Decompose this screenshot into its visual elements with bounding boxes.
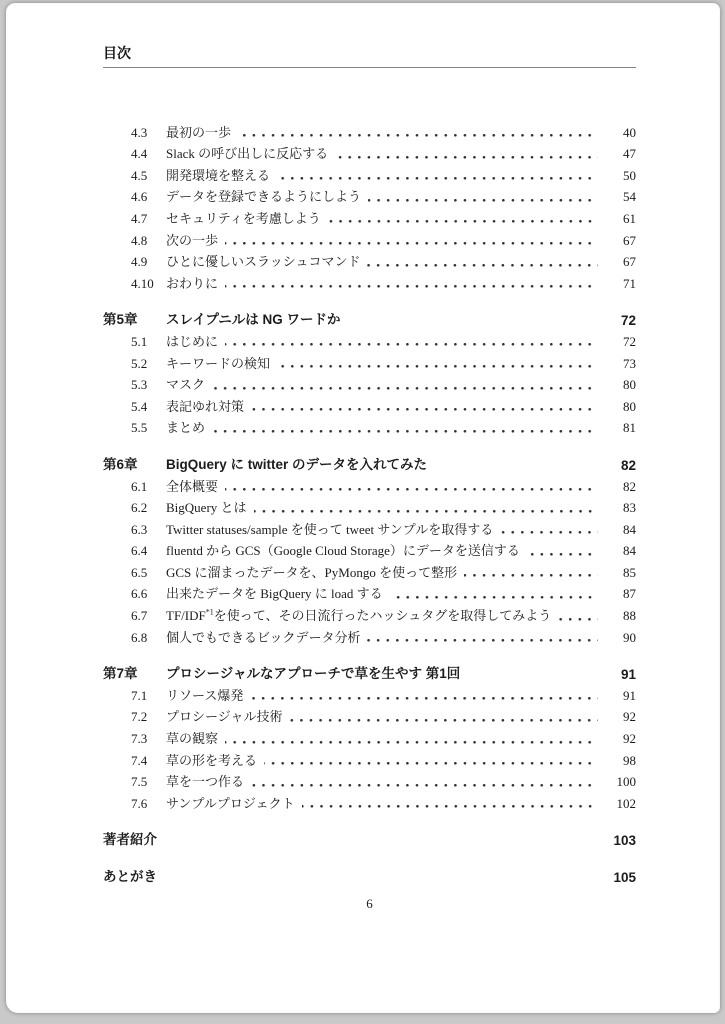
entry-title-text: データを登録できるようにしよう	[166, 189, 362, 205]
dot-leader	[367, 634, 598, 646]
entry-page-number: 81	[623, 420, 636, 436]
entry-number: 6.3	[131, 521, 148, 537]
entry-title-text: はじめに	[166, 333, 219, 349]
toc-entry-row	[103, 682, 636, 704]
entry-number: 4.10	[131, 275, 154, 291]
dot-leader	[390, 590, 598, 602]
toc-section	[103, 307, 636, 437]
entry-page-number: 73	[623, 355, 636, 371]
entry-title-text: 開発環境を整える	[166, 167, 271, 183]
toc-chapter-row	[103, 307, 636, 329]
toc-section	[103, 661, 636, 812]
entry-page-number: 92	[623, 709, 636, 725]
entry-title	[166, 685, 243, 704]
toc-entry-row	[103, 516, 636, 538]
entry-page-number: 80	[623, 398, 636, 414]
dot-leader	[225, 280, 598, 292]
entry-title	[166, 793, 295, 812]
dot-leader	[264, 757, 598, 769]
entry-title-text: サンプルプロジェクト	[166, 795, 295, 811]
dot-leader	[251, 778, 598, 790]
dot-leader	[250, 692, 598, 704]
toc-entry-row	[103, 184, 636, 206]
toc-entry-row	[103, 495, 636, 517]
toc	[103, 119, 636, 885]
entry-number: 5.5	[131, 420, 148, 436]
entry-number: 7.6	[131, 795, 148, 811]
entry-title-text: 個人でもできるビックデータ分析	[166, 629, 361, 645]
dot-leader	[367, 258, 598, 270]
toc-entry-row	[103, 473, 636, 495]
entry-title	[166, 562, 457, 581]
entry-number: 7.2	[131, 709, 148, 725]
chapter-title: スレイプニルは NG ワードか	[166, 312, 341, 328]
toc-entry-row	[103, 747, 636, 769]
toc-entry-row	[103, 624, 636, 646]
dot-leader	[238, 129, 598, 141]
entry-number: 4.9	[131, 254, 148, 270]
entry-title	[166, 605, 551, 624]
entry-number: 4.4	[131, 146, 148, 162]
entry-page-number: 84	[623, 521, 636, 537]
toc-entry-row	[103, 790, 636, 812]
entry-number: 6.2	[131, 500, 148, 516]
entry-title-text: 次の一歩	[166, 232, 219, 248]
dot-leader	[225, 483, 598, 495]
entry-number: 4.7	[131, 210, 148, 226]
entry-title-text: 草を一つ作る	[166, 774, 245, 790]
page-number-footer: 6	[366, 896, 373, 911]
toc-entry-row	[103, 205, 636, 227]
entry-title-text: マスク	[166, 377, 206, 393]
entry-title	[166, 728, 218, 747]
entry-title	[166, 165, 270, 184]
dot-leader	[368, 193, 598, 205]
entry-number: 7.4	[131, 752, 148, 768]
toc-entry-row	[103, 119, 636, 141]
entry-page-number: 47	[623, 146, 636, 162]
entry-title	[166, 230, 218, 249]
entry-number: 7.5	[131, 774, 148, 790]
entry-title	[166, 583, 383, 602]
toc-chapter-row	[103, 451, 636, 473]
entry-title-text: おわりに	[166, 275, 219, 291]
entry-number: 5.4	[131, 398, 148, 414]
toc-section	[103, 451, 636, 645]
entry-title-text: 草の形を考える	[166, 752, 258, 768]
toc-entry-row	[103, 415, 636, 437]
entry-title	[166, 273, 218, 292]
entry-number: 5.3	[131, 377, 148, 393]
toc-entry-row	[103, 704, 636, 726]
entry-title-text: GCS に溜まったデータを、PyMongo を使って整形	[166, 564, 458, 580]
dot-leader	[335, 150, 598, 162]
entry-title-text: TF/IDF	[166, 608, 206, 624]
scanned-page	[6, 3, 720, 1013]
entry-title-text: 草の観察	[166, 731, 219, 747]
entry-page-number: 82	[623, 478, 636, 494]
toc-entry-row	[103, 162, 636, 184]
entry-number: 7.1	[131, 687, 148, 703]
entry-page-number: 80	[623, 377, 636, 393]
entry-page-number: 67	[623, 254, 636, 270]
entry-number: 6.6	[131, 586, 148, 602]
entry-number: 4.6	[131, 189, 148, 205]
entry-page-number: 102	[616, 795, 636, 811]
toc-entry-row	[103, 581, 636, 603]
entry-number: 6.4	[131, 543, 148, 559]
chapter-page-number: 105	[613, 870, 636, 885]
entry-page-number: 84	[623, 543, 636, 559]
entry-page-number: 90	[623, 629, 636, 645]
dot-leader	[225, 338, 598, 350]
entry-title-text: 出来たデータを BigQuery に load する	[166, 586, 383, 602]
toc-entry-row	[103, 270, 636, 292]
entry-title	[166, 353, 270, 372]
entry-number: 5.2	[131, 355, 148, 371]
dot-leader	[277, 172, 598, 184]
entry-page-number: 71	[623, 275, 636, 291]
toc-entry-row	[103, 328, 636, 350]
chapter-page-number: 82	[620, 457, 636, 473]
entry-title-text: Slack の呼び出しに反応する	[166, 146, 329, 162]
entry-title-text: BigQuery とは	[166, 500, 247, 516]
header-rule	[103, 67, 636, 68]
entry-page-number: 100	[616, 774, 636, 790]
entry-title	[166, 750, 257, 769]
entry-title	[166, 251, 360, 270]
dot-leader	[212, 424, 598, 436]
entry-page-number: 88	[623, 608, 636, 624]
entry-title	[166, 417, 205, 436]
toc-entry-row	[103, 769, 636, 791]
entry-page-number: 92	[623, 731, 636, 747]
entry-title-text: 最初の一歩	[166, 124, 232, 140]
toc-entry-row	[103, 602, 636, 624]
entry-number: 6.1	[131, 478, 148, 494]
entry-title-text: Twitter statuses/sample を使って tweet サンプルを取得する	[166, 521, 494, 537]
toc-entry-row	[103, 249, 636, 271]
chapter-number: 第7章	[103, 666, 138, 682]
dot-leader	[328, 215, 598, 227]
entry-title	[166, 122, 231, 141]
entry-page-number: 85	[623, 564, 636, 580]
page-content	[103, 45, 636, 885]
toc-entry-row	[103, 725, 636, 747]
entry-number: 4.3	[131, 124, 148, 140]
chapter-title: BigQuery に twitter のデータを入れてみた	[166, 456, 428, 472]
toc-entry-row	[103, 559, 636, 581]
chapter-title: 著者紹介	[103, 832, 157, 848]
entry-title-text: を使って、その日流行ったハッシュタグを取得してみよう	[213, 608, 552, 624]
page-header-title: 目次	[103, 45, 131, 61]
entry-number: 5.1	[131, 333, 148, 349]
dot-leader	[289, 713, 598, 725]
entry-title-text: 全体概要	[166, 478, 219, 494]
chapter-page-number: 103	[613, 833, 636, 849]
chapter-page-number: 91	[620, 667, 636, 683]
entry-page-number: 67	[623, 232, 636, 248]
toc-section	[103, 863, 636, 885]
entry-number: 6.8	[131, 629, 148, 645]
entry-title	[166, 396, 244, 415]
toc-chapter-row	[103, 863, 636, 885]
entry-number: 7.3	[131, 731, 148, 747]
chapter-title: プロシージャルなアプローチで草を生やす 第1回	[166, 666, 461, 682]
entry-title	[166, 627, 360, 646]
entry-page-number: 54	[623, 189, 636, 205]
toc-entry-row	[103, 538, 636, 560]
entry-title-text: キーワードの検知	[166, 355, 271, 371]
entry-number: 6.5	[131, 564, 148, 580]
entry-number: 4.8	[131, 232, 148, 248]
toc-entry-row	[103, 350, 636, 372]
entry-page-number: 50	[623, 167, 636, 183]
entry-title-text: まとめ	[166, 420, 206, 436]
entry-title-superscript: *1	[205, 607, 214, 617]
dot-leader	[251, 403, 598, 415]
dot-leader	[225, 237, 598, 249]
entry-title	[166, 519, 493, 538]
toc-entry-row	[103, 372, 636, 394]
entry-title	[166, 186, 361, 205]
chapter-number: 第6章	[103, 456, 138, 472]
entry-number: 6.7	[131, 608, 148, 624]
entry-title	[166, 540, 520, 559]
dot-leader	[527, 547, 598, 559]
entry-title	[166, 143, 328, 162]
entry-title	[166, 374, 205, 393]
toc-section	[103, 119, 636, 292]
entry-page-number: 98	[623, 752, 636, 768]
toc-entry-row	[103, 141, 636, 163]
entry-page-number: 72	[623, 333, 636, 349]
entry-title-text: リソース爆発	[166, 687, 244, 703]
dot-leader	[558, 612, 598, 624]
entry-page-number: 40	[623, 124, 636, 140]
toc-entry-row	[103, 227, 636, 249]
entry-title-text: fluentd から GCS（Google Cloud Storage）にデータを送信する	[166, 543, 520, 559]
dot-leader	[302, 800, 598, 812]
toc-section	[103, 827, 636, 849]
entry-title-text: ひとに優しいスラッシュコマンド	[166, 254, 361, 270]
dot-leader	[212, 381, 598, 393]
chapter-page-number: 72	[620, 313, 636, 329]
dot-leader	[254, 504, 598, 516]
entry-title-text: セキュリティを考慮しよう	[166, 210, 321, 226]
entry-title	[166, 476, 218, 495]
entry-number: 4.5	[131, 167, 148, 183]
toc-chapter-row	[103, 827, 636, 849]
entry-title	[166, 208, 321, 227]
entry-page-number: 87	[623, 586, 636, 602]
dot-leader	[277, 360, 598, 372]
chapter-title: あとがき	[103, 869, 157, 884]
entry-title	[166, 706, 282, 725]
entry-title	[166, 331, 218, 350]
toc-chapter-row	[103, 661, 636, 683]
entry-title	[166, 497, 247, 516]
chapter-number: 第5章	[103, 312, 138, 328]
entry-title	[166, 771, 244, 790]
entry-title-text: 表記ゆれ対策	[166, 398, 245, 414]
dot-leader	[500, 526, 598, 538]
dot-leader	[464, 569, 598, 581]
toc-entry-row	[103, 393, 636, 415]
entry-title-text: プロシージャル技術	[166, 709, 283, 725]
entry-page-number: 91	[623, 687, 636, 703]
entry-page-number: 61	[623, 210, 636, 226]
entry-page-number: 83	[623, 500, 636, 516]
dot-leader	[225, 735, 598, 747]
